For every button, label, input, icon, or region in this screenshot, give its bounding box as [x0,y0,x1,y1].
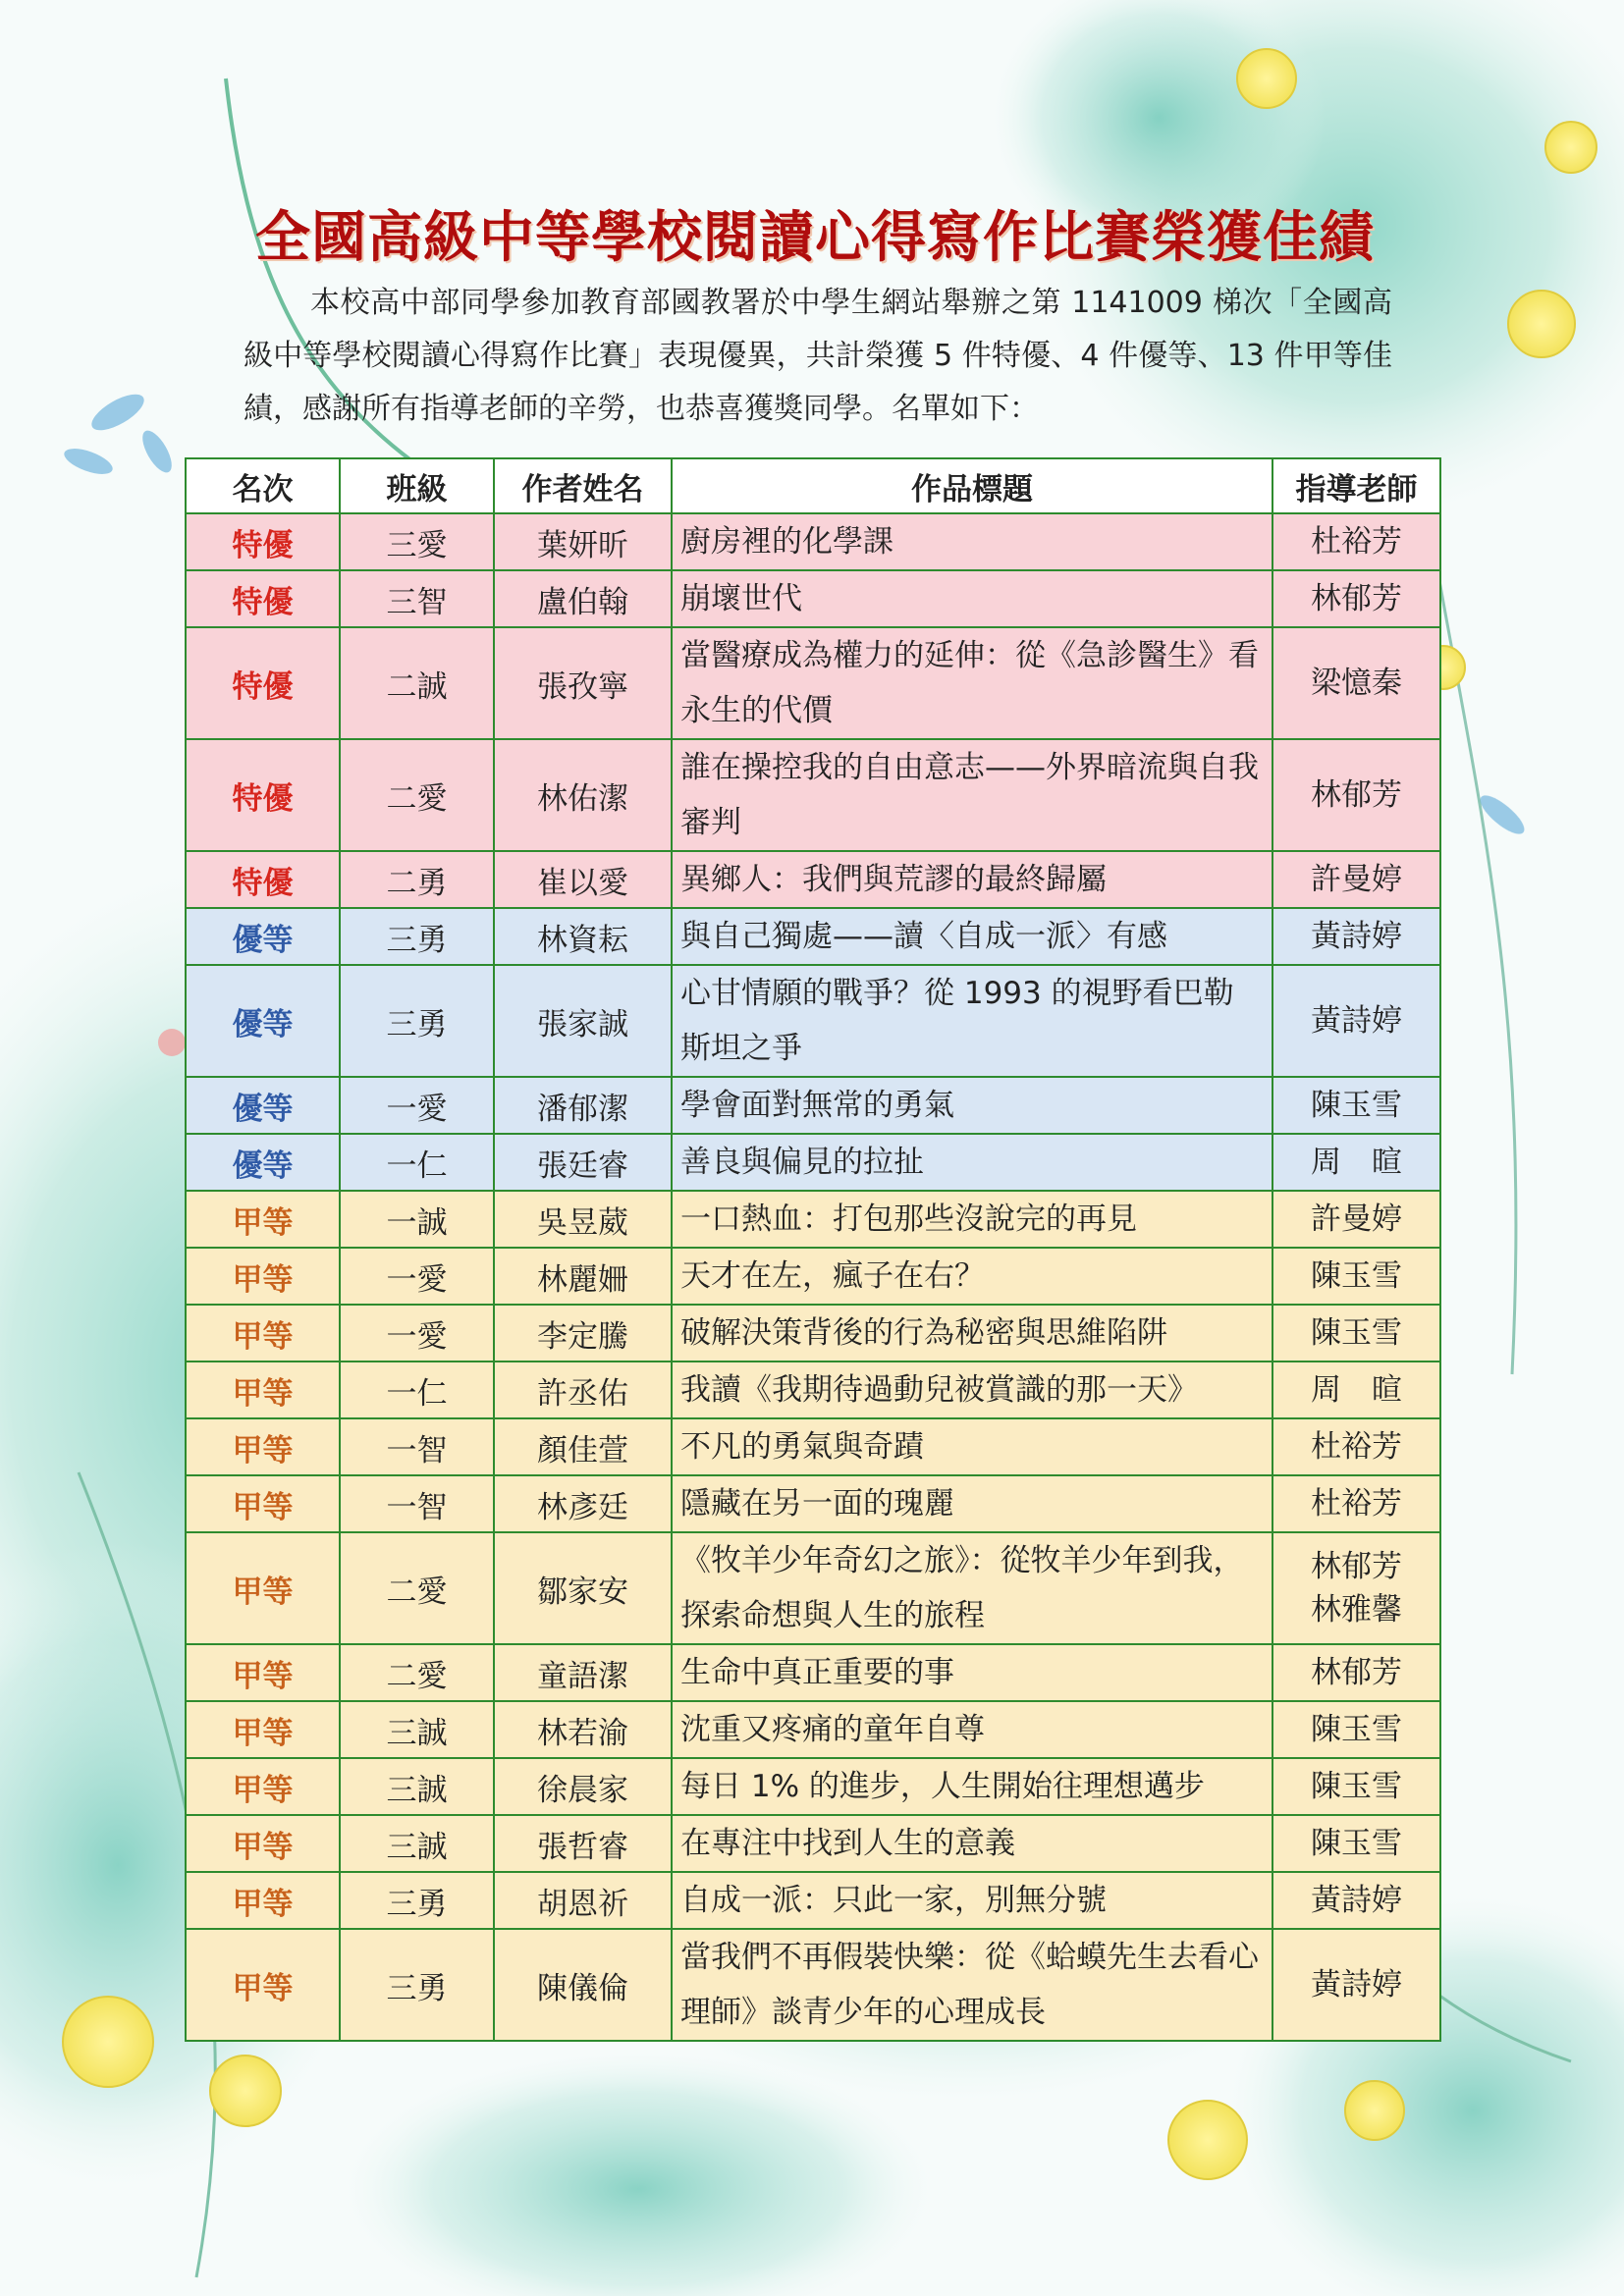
rank-cell: 甲等 [186,1362,340,1418]
work-title-cell: 崩壞世代 [672,570,1272,627]
author-cell: 張孜寧 [494,627,672,739]
work-title-cell: 當我們不再假裝快樂：從《蛤蟆先生去看心理師》談青少年的心理成長 [672,1929,1272,2041]
table-header-row [186,458,1440,513]
class-cell: 二愛 [340,1532,494,1644]
rank-cell: 優等 [186,1134,340,1191]
table-row [186,1475,1440,1532]
teacher-cell: 周 暄 [1272,1134,1440,1191]
author-cell: 潘郁潔 [494,1077,672,1134]
table-row [186,1418,1440,1475]
rank-cell: 甲等 [186,1758,340,1815]
work-title-cell: 天才在左，瘋子在右？ [672,1248,1272,1305]
class-cell: 一愛 [340,1077,494,1134]
teacher-cell: 杜裕芳 [1272,513,1440,570]
author-cell: 顏佳萱 [494,1418,672,1475]
teacher-cell: 林郁芳 [1272,1644,1440,1701]
rank-cell: 甲等 [186,1248,340,1305]
table-row [186,1758,1440,1815]
class-cell: 二愛 [340,739,494,851]
author-cell: 林麗姍 [494,1248,672,1305]
work-title-cell: 心甘情願的戰爭？從 1993 的視野看巴勒斯坦之爭 [672,965,1272,1077]
table-row [186,1248,1440,1305]
work-title-cell: 善良與偏見的拉扯 [672,1134,1272,1191]
header-rank: 名次 [186,458,340,513]
work-title-cell: 誰在操控我的自由意志——外界暗流與自我審判 [672,739,1272,851]
class-cell: 二愛 [340,1644,494,1701]
author-cell: 鄒家安 [494,1532,672,1644]
teacher-cell: 陳玉雪 [1272,1758,1440,1815]
table-row [186,1815,1440,1872]
class-cell: 三勇 [340,965,494,1077]
work-title-cell: 生命中真正重要的事 [672,1644,1272,1701]
rank-cell: 甲等 [186,1532,340,1644]
author-cell: 崔以愛 [494,851,672,908]
work-title-cell: 破解決策背後的行為秘密與思維陷阱 [672,1305,1272,1362]
table-row [186,739,1440,851]
table-row [186,513,1440,570]
teacher-cell: 杜裕芳 [1272,1418,1440,1475]
class-cell: 二勇 [340,851,494,908]
rank-cell: 優等 [186,908,340,965]
teacher-cell: 黃詩婷 [1272,908,1440,965]
work-title-cell: 《牧羊少年奇幻之旅》：從牧羊少年到我，探索命想與人生的旅程 [672,1532,1272,1644]
work-title-cell: 學會面對無常的勇氣 [672,1077,1272,1134]
author-cell: 林彥廷 [494,1475,672,1532]
author-cell: 童語潔 [494,1644,672,1701]
work-title-cell: 我讀《我期待過動兒被賞識的那一天》 [672,1362,1272,1418]
class-cell: 三勇 [340,1929,494,2041]
table-row [186,1077,1440,1134]
header-class: 班級 [340,458,494,513]
author-cell: 林佑潔 [494,739,672,851]
table-row [186,627,1440,739]
work-title-cell: 自成一派：只此一家，別無分號 [672,1872,1272,1929]
author-cell: 葉妍昕 [494,513,672,570]
rank-cell: 優等 [186,965,340,1077]
work-title-cell: 廚房裡的化學課 [672,513,1272,570]
rank-cell: 特優 [186,739,340,851]
work-title-cell: 與自己獨處——讀〈自成一派〉有感 [672,908,1272,965]
teacher-cell: 陳玉雪 [1272,1077,1440,1134]
teacher-cell: 陳玉雪 [1272,1248,1440,1305]
header-author: 作者姓名 [494,458,672,513]
rank-cell: 甲等 [186,1701,340,1758]
table-row [186,1532,1440,1644]
author-cell: 盧伯翰 [494,570,672,627]
author-cell: 胡恩祈 [494,1872,672,1929]
class-cell: 二誠 [340,627,494,739]
teacher-cell: 陳玉雪 [1272,1815,1440,1872]
table-row [186,851,1440,908]
teacher-cell: 陳玉雪 [1272,1305,1440,1362]
teacher-cell: 許曼婷 [1272,1191,1440,1248]
rank-cell: 特優 [186,627,340,739]
class-cell: 一誠 [340,1191,494,1248]
awards-table [185,457,1441,2042]
table-row [186,1134,1440,1191]
page-title: 全國高級中等學校閱讀心得寫作比賽榮獲佳績 [255,205,1375,270]
work-title-cell: 在專注中找到人生的意義 [672,1815,1272,1872]
work-title-cell: 每日 1% 的進步，人生開始往理想邁步 [672,1758,1272,1815]
table-row [186,1701,1440,1758]
rank-cell: 甲等 [186,1815,340,1872]
class-cell: 一愛 [340,1248,494,1305]
class-cell: 三愛 [340,513,494,570]
table-row [186,1362,1440,1418]
rank-cell: 優等 [186,1077,340,1134]
author-cell: 徐晨家 [494,1758,672,1815]
teacher-cell: 林郁芳 林雅馨 [1272,1532,1440,1644]
table-row [186,570,1440,627]
author-cell: 李定騰 [494,1305,672,1362]
table-row [186,1305,1440,1362]
work-title-cell: 沈重又疼痛的童年自尊 [672,1701,1272,1758]
rank-cell: 甲等 [186,1418,340,1475]
class-cell: 三誠 [340,1815,494,1872]
header-work-title: 作品標題 [672,458,1272,513]
rank-cell: 甲等 [186,1872,340,1929]
author-cell: 林若渝 [494,1701,672,1758]
class-cell: 一仁 [340,1134,494,1191]
work-title-cell: 異鄉人：我們與荒謬的最終歸屬 [672,851,1272,908]
author-cell: 吳昱葳 [494,1191,672,1248]
class-cell: 三智 [340,570,494,627]
table-row [186,1872,1440,1929]
author-cell: 林資耘 [494,908,672,965]
rank-cell: 甲等 [186,1475,340,1532]
class-cell: 一愛 [340,1305,494,1362]
table-row [186,908,1440,965]
class-cell: 一智 [340,1418,494,1475]
header-teacher: 指導老師 [1272,458,1440,513]
rank-cell: 甲等 [186,1929,340,2041]
work-title-cell: 隱藏在另一面的瑰麗 [672,1475,1272,1532]
table-row [186,1929,1440,2041]
class-cell: 三勇 [340,1872,494,1929]
class-cell: 一仁 [340,1362,494,1418]
rank-cell: 特優 [186,570,340,627]
author-cell: 張哲睿 [494,1815,672,1872]
teacher-cell: 黃詩婷 [1272,1929,1440,2041]
author-cell: 許丞佑 [494,1362,672,1418]
teacher-cell: 黃詩婷 [1272,965,1440,1077]
table-row [186,1644,1440,1701]
rank-cell: 特優 [186,513,340,570]
teacher-cell: 陳玉雪 [1272,1701,1440,1758]
teacher-cell: 黃詩婷 [1272,1872,1440,1929]
class-cell: 三勇 [340,908,494,965]
intro-paragraph: 本校高中部同學參加教育部國教署於中學生網站舉辦之第 1141009 梯次「全國高級中等學校閱讀心得寫作比賽」表現優異，共計榮獲 5 件特優、4 件優等、13 件甲等佳績，感謝所有指導老師的辛勞，也恭喜獲獎同學。名單如下： [244,286,1392,426]
table-row [186,1191,1440,1248]
teacher-cell: 許曼婷 [1272,851,1440,908]
author-cell: 陳儀倫 [494,1929,672,2041]
work-title-cell: 一口熱血：打包那些沒說完的再見 [672,1191,1272,1248]
teacher-cell: 梁憶秦 [1272,627,1440,739]
work-title-cell: 不凡的勇氣與奇蹟 [672,1418,1272,1475]
rank-cell: 特優 [186,851,340,908]
work-title-cell: 當醫療成為權力的延伸：從《急診醫生》看永生的代價 [672,627,1272,739]
rank-cell: 甲等 [186,1644,340,1701]
rank-cell: 甲等 [186,1191,340,1248]
table-row [186,965,1440,1077]
author-cell: 張家誠 [494,965,672,1077]
teacher-cell: 林郁芳 [1272,739,1440,851]
rank-cell: 甲等 [186,1305,340,1362]
teacher-cell: 林郁芳 [1272,570,1440,627]
author-cell: 張廷睿 [494,1134,672,1191]
class-cell: 三誠 [340,1758,494,1815]
teacher-cell: 杜裕芳 [1272,1475,1440,1532]
class-cell: 三誠 [340,1701,494,1758]
class-cell: 一智 [340,1475,494,1532]
teacher-cell: 周 暄 [1272,1362,1440,1418]
